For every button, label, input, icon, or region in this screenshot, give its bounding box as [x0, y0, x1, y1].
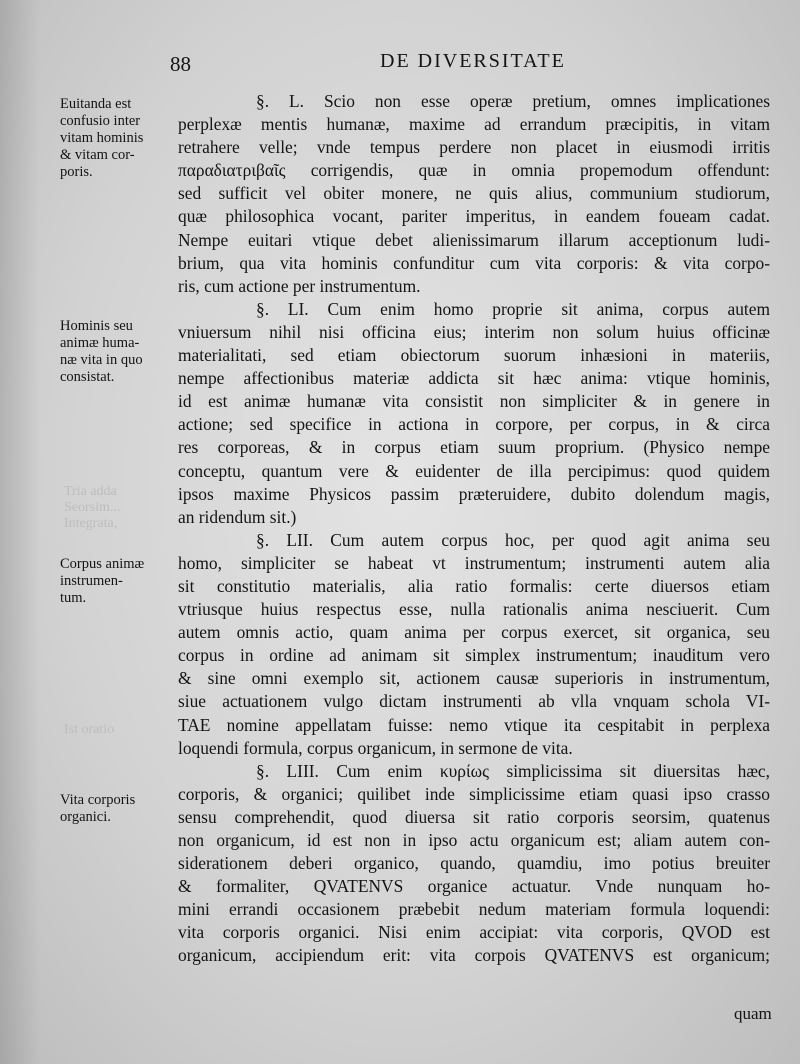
text-line: actione; sed specifice in actiona in corpore, per corpus, in & circa [178, 414, 770, 435]
margin-note-line: Corpus animæ [60, 556, 145, 572]
text-line: corporis, & organici; quilibet inde simplicissime etiam quasi ipso crasso [178, 783, 770, 804]
text-line: siue actuationem vulgo dictam instrumenti ab vlla vnquam schola VI- [178, 691, 770, 712]
margin-note-line: animæ huma- [60, 335, 140, 351]
margin-note [60, 792, 172, 826]
body-text [178, 90, 770, 968]
margin-note-line: vitam hominis [60, 130, 144, 146]
text-line: nempe affectionibus materiæ addicta sit hæc anima: vtique hominis, [178, 368, 770, 389]
text-line: retrahere velle; vnde tempus perdere non placet in eiusmodi irritis [178, 137, 770, 158]
text-line: Nempe euitari vtique debet alienissimarum illarum acceptionum ludi- [178, 229, 770, 250]
page-number: 88 [170, 52, 191, 76]
text-line: brium, qua vita hominis confunditur cum vita corporis: & vita corpo- [178, 252, 770, 273]
text-line: non organicum, id est non in ipso actu organicum est; aliam autem con- [178, 830, 770, 850]
text-line: & sine omni exemplo sit, actionem causæ superioris in instrumentum, [178, 668, 770, 689]
margin-note [60, 318, 172, 386]
section-l-heading-line: §. L. Scio non esse operæ pretium, omnes implicationes [256, 91, 770, 111]
bleed-through-text: Tria adda [64, 484, 117, 499]
text-line: an ridendum sit.) [178, 506, 297, 527]
margin-note [60, 96, 172, 181]
text-line: organicum, accipiendum erit: vita corpois QVATENVS est organicum; [178, 945, 770, 966]
text-line: vtriusque huius respectus esse, nulla rationalis anima nesciuerit. Cum [178, 599, 770, 620]
text-line: & formaliter, QVATENVS organice actuatur. Vnde nunquam ho- [178, 876, 770, 897]
margin-note-line: tum. [60, 590, 87, 606]
text-line: conceptu, quantum vere & euidenter de illa percipimus: quod quidem [178, 460, 770, 481]
text-line: corpus in ordine ad animam sit simplex instrumentum; inauditum vero [178, 645, 770, 666]
catchword: quam [734, 1004, 772, 1023]
text-line: perplexæ mentis humanæ, maxime ad errandum præcipitis, in vitam [178, 114, 770, 135]
text-line: res corporeas, & in corpus etiam suum proprium. (Physico nempe [178, 437, 770, 458]
running-head: DE DIVERSITATE [380, 50, 566, 72]
text-line: autem omnis actio, quam anima per corpus exercet, sit organica, seu [178, 622, 770, 643]
section-li-heading-line: §. LI. Cum enim homo proprie sit anima, corpus autem [256, 298, 770, 319]
margin-note-line: confusio inter [60, 113, 141, 129]
section-liii-heading-line: §. LIII. Cum enim κυρίως simplicissima sit diuersitas hæc, [256, 760, 770, 781]
bleed-through-text: Ist oratio [64, 722, 115, 737]
text-line: sit constitutio materialis, alia ratio formalis: certe diuersos etiam [178, 575, 770, 596]
text-line: siderationem deberi organico, quando, quamdiu, imo potius breuiter [178, 853, 770, 874]
margin-note-line: Euitanda est [60, 96, 132, 112]
text-line: id est animæ humanæ vita consistit non simpliciter & in genere in [178, 391, 770, 412]
margin-note-line: instrumen- [60, 573, 123, 589]
text-line: παραδιατριβαῖς corrigendis, quæ in omnia propemodum offendunt: [178, 160, 770, 181]
text-line: sed sufficit vel obiter monere, ne quis alius, communium studiorum, [178, 183, 770, 204]
margin-note-line: poris. [60, 164, 93, 180]
text-line: vniuersum nihil nisi officina eius; interim non solum huius officinæ [178, 321, 770, 342]
bleed-through-text: Seorsim... [64, 500, 121, 515]
text-line: homo, simpliciter se habeat vt instrumentum; instrumenti autem alia [178, 552, 770, 573]
section-lii-heading-line: §. LII. Cum autem corpus hoc, per quod agit anima seu [256, 529, 770, 550]
text-line: ipsos maxime Physicos passim præteruidere, dubito dolendum magis, [178, 483, 770, 504]
page-header [0, 52, 800, 82]
margin-note-line: & vitam cor- [60, 147, 135, 163]
text-line: loquendi formula, corpus organicum, in sermone de vita. [178, 737, 573, 758]
text-line: vita corporis organici. Nisi enim accipiat: vita corporis, QVOD est [178, 922, 770, 943]
margin-note [60, 556, 172, 607]
margin-note-line: Vita corporis [60, 792, 136, 808]
margin-note-line: næ vita in quo [60, 352, 143, 368]
text-line: quæ philosophica vocant, pariter imperitus, in eandem foueam cadat. [178, 206, 770, 227]
text-line: sensu comprehendit, quod diuersa sit ratio corporis seorsim, quatenus [178, 806, 770, 827]
margin-note-line: organici. [60, 809, 111, 825]
text-line: ris, cum actione per instrumentum. [178, 275, 421, 296]
text-line: materialitati, sed etiam obiectorum suorum inhæsioni in materiis, [178, 345, 770, 366]
margin-note-line: consistat. [60, 369, 115, 385]
bleed-through-text: Integrata, [64, 516, 118, 531]
text-line: mini errandi occasionem præbebit nedum materiam formula loquendi: [178, 899, 770, 920]
text-line: TAE nomine appellatam fuisse: nemo vtique ita cespitabit in perplexa [178, 714, 770, 735]
page-gutter-shadow [0, 0, 40, 1064]
margin-note-line: Hominis seu [60, 318, 133, 334]
